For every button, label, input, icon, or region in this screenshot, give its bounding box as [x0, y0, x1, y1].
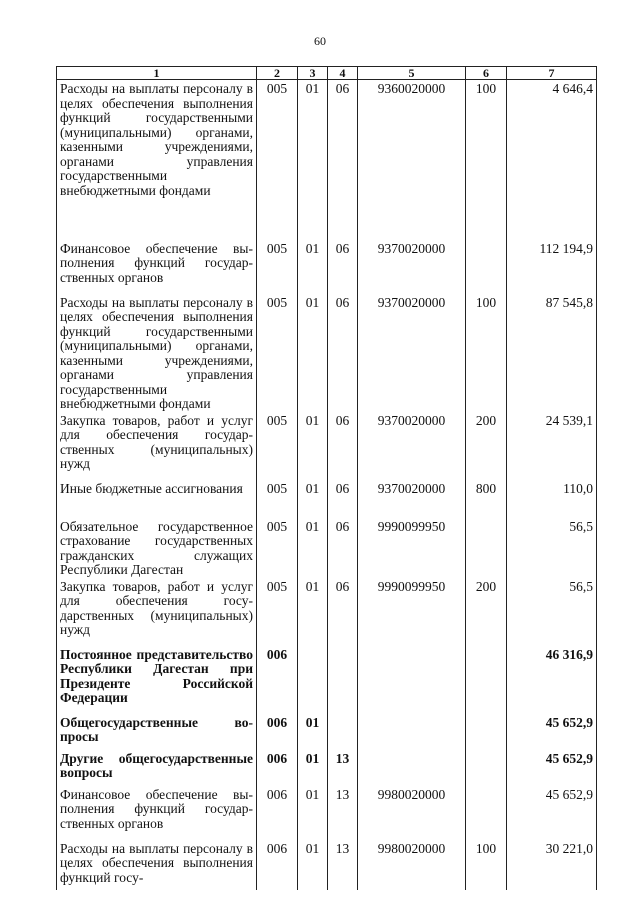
column-header-3: 3	[298, 67, 328, 80]
row-expense-type	[466, 714, 507, 750]
row-section-code	[298, 646, 328, 714]
row-target-code: 9370020000	[358, 240, 466, 294]
column-header-7: 7	[507, 67, 597, 80]
row-admin-code: 005	[257, 578, 298, 646]
row-expense-type: 100	[466, 840, 507, 890]
row-admin-code: 005	[257, 240, 298, 294]
row-amount: 4 646,4	[507, 80, 597, 240]
row-name: Закупка товаров, работ и услуг для обеспечения государственных (муниципальных) нужд	[57, 412, 257, 480]
row-amount: 45 652,9	[507, 786, 597, 840]
table-row	[57, 240, 597, 294]
row-name: Расходы на выплаты персоналу в целях обеспечения выполнения функций госу-	[57, 840, 257, 890]
table-row	[57, 412, 597, 480]
row-section-code: 01	[298, 412, 328, 480]
row-admin-code: 006	[257, 646, 298, 714]
row-section-code: 01	[298, 840, 328, 890]
row-subsection-code: 06	[328, 578, 358, 646]
row-amount: 110,0	[507, 480, 597, 518]
row-amount: 112 194,9	[507, 240, 597, 294]
row-section-code: 01	[298, 786, 328, 840]
row-subsection-code: 13	[328, 786, 358, 840]
row-subsection-code: 06	[328, 412, 358, 480]
row-name: Расходы на выплаты персоналу в целях обеспечения выполнения функций государственными (муниципальными) органами, казенными учреждениями, органами управления государственными внебюджетными фондами	[57, 80, 257, 240]
row-subsection-code	[328, 714, 358, 750]
row-expense-type	[466, 646, 507, 714]
row-subsection-code: 06	[328, 518, 358, 578]
row-subsection-code: 13	[328, 840, 358, 890]
row-amount: 56,5	[507, 518, 597, 578]
row-expense-type	[466, 750, 507, 786]
table-row	[57, 646, 597, 714]
row-subsection-code: 06	[328, 80, 358, 240]
row-amount: 56,5	[507, 578, 597, 646]
table-row	[57, 578, 597, 646]
row-admin-code: 005	[257, 518, 298, 578]
row-amount: 30 221,0	[507, 840, 597, 890]
table-row	[57, 750, 597, 786]
row-target-code: 9370020000	[358, 294, 466, 412]
row-subsection-code: 06	[328, 294, 358, 412]
row-admin-code: 006	[257, 840, 298, 890]
row-target-code: 9990099950	[358, 518, 466, 578]
row-expense-type: 100	[466, 80, 507, 240]
row-admin-code: 006	[257, 750, 298, 786]
column-header-5: 5	[358, 67, 466, 80]
row-subsection-code	[328, 646, 358, 714]
row-name: Финансовое обеспечение выполнения функций государственных органов	[57, 786, 257, 840]
row-expense-type: 100	[466, 294, 507, 412]
column-header-6: 6	[466, 67, 507, 80]
row-expense-type	[466, 786, 507, 840]
row-target-code	[358, 646, 466, 714]
row-amount: 87 545,8	[507, 294, 597, 412]
row-section-code: 01	[298, 240, 328, 294]
row-amount: 24 539,1	[507, 412, 597, 480]
row-section-code: 01	[298, 80, 328, 240]
column-header-1: 1	[57, 67, 257, 80]
row-amount: 45 652,9	[507, 750, 597, 786]
row-name: Обязательное государственное страхование государственных гражданских служащих Республики Дагестан	[57, 518, 257, 578]
table-row	[57, 840, 597, 890]
table-body	[57, 80, 597, 890]
row-admin-code: 005	[257, 294, 298, 412]
row-target-code: 9360020000	[358, 80, 466, 240]
row-subsection-code: 06	[328, 480, 358, 518]
row-target-code: 9990099950	[358, 578, 466, 646]
row-section-code: 01	[298, 518, 328, 578]
row-target-code: 9370020000	[358, 480, 466, 518]
row-amount: 46 316,9	[507, 646, 597, 714]
row-expense-type: 200	[466, 578, 507, 646]
row-target-code: 9980020000	[358, 840, 466, 890]
row-name: Закупка товаров, работ и услуг для обеспечения государственных (муниципальных) нужд	[57, 578, 257, 646]
row-amount: 45 652,9	[507, 714, 597, 750]
table-row	[57, 480, 597, 518]
row-section-code: 01	[298, 578, 328, 646]
row-admin-code: 005	[257, 412, 298, 480]
table-row	[57, 294, 597, 412]
table-row	[57, 518, 597, 578]
row-subsection-code: 06	[328, 240, 358, 294]
row-expense-type: 200	[466, 412, 507, 480]
row-section-code: 01	[298, 714, 328, 750]
row-expense-type	[466, 240, 507, 294]
column-header-4: 4	[328, 67, 358, 80]
row-subsection-code: 13	[328, 750, 358, 786]
row-name: Иные бюджетные ассигнования	[57, 480, 257, 518]
row-target-code: 9980020000	[358, 786, 466, 840]
row-admin-code: 005	[257, 480, 298, 518]
column-header-2: 2	[257, 67, 298, 80]
row-section-code: 01	[298, 480, 328, 518]
row-admin-code: 006	[257, 714, 298, 750]
row-section-code: 01	[298, 294, 328, 412]
row-expense-type	[466, 518, 507, 578]
row-expense-type: 800	[466, 480, 507, 518]
row-admin-code: 006	[257, 786, 298, 840]
row-section-code: 01	[298, 750, 328, 786]
row-name: Другие общегосударственные вопросы	[57, 750, 257, 786]
row-name: Общегосударственные вопросы	[57, 714, 257, 750]
budget-table	[56, 66, 597, 890]
page-number: 60	[314, 34, 326, 48]
row-admin-code: 005	[257, 80, 298, 240]
table-header-row	[57, 67, 597, 80]
table-row	[57, 786, 597, 840]
row-target-code: 9370020000	[358, 412, 466, 480]
row-target-code	[358, 750, 466, 786]
table-row	[57, 80, 597, 240]
row-target-code	[358, 714, 466, 750]
table-row	[57, 714, 597, 750]
row-name: Постоянное представительство Республики Дагестан при Президенте Российской Федерации	[57, 646, 257, 714]
row-name: Расходы на выплаты персоналу в целях обеспечения выполнения функций государственными (муниципальными) органами, казенными учреждениями, органами управления государственными внебюджетными фондами	[57, 294, 257, 412]
row-name: Финансовое обеспечение выполнения функций государственных органов	[57, 240, 257, 294]
